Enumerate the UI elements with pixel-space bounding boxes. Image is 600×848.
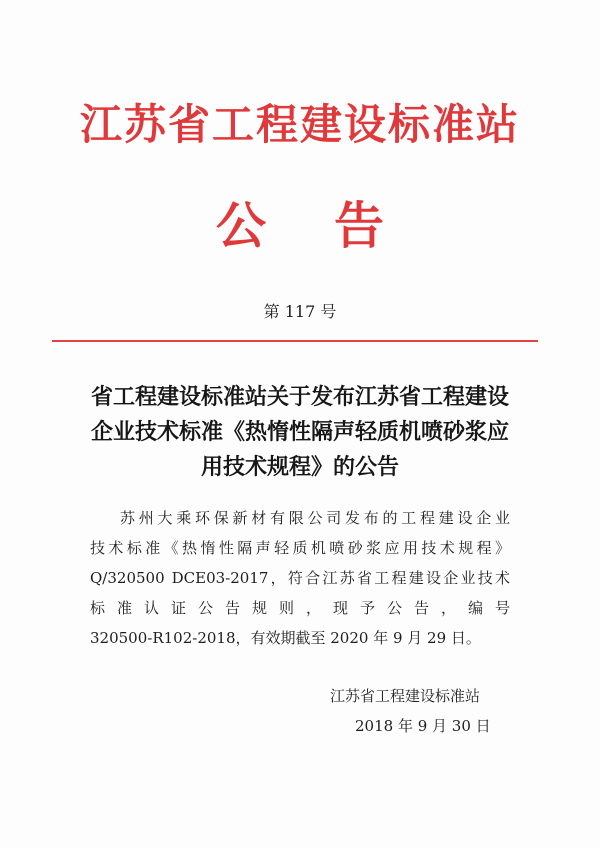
notice-title (80, 380, 520, 485)
body-line: Q/320500 DCE03-2017，符合江苏省工程建设企业技术 (90, 569, 510, 587)
document-type-char-2: 告 (334, 196, 384, 255)
body-line: 苏州大乘环保新材有限公司发布的工程建设企业 (120, 509, 510, 527)
notice-title-line: 企业技术标准《热惰性隔声轻质机喷砂浆应 (90, 419, 509, 445)
notice-title-line: 用技术规程》的公告 (200, 454, 399, 480)
document-type-heading (0, 196, 600, 256)
body-line: 标准认证公告规则，现予公告，编号 (90, 599, 510, 617)
red-divider-line (52, 340, 538, 342)
notice-body (90, 503, 510, 653)
body-line: 320500-R102-2018，有效期截至 2020 年 9 月 29 日。 (90, 629, 481, 647)
agency-header: 江苏省工程建设标准站 (79, 100, 520, 149)
document-number: 第 117 号 (263, 302, 337, 321)
notice-title-line: 省工程建设标准站关于发布江苏省工程建设 (90, 384, 509, 410)
issue-date: 2018 年 9 月 30 日 (355, 717, 491, 735)
document-type-char-1: 公 (216, 196, 266, 255)
issuer-signature: 江苏省工程建设标准站 (330, 687, 481, 705)
body-line: 技术标准《热惰性隔声轻质机喷砂浆应用技术规程》 (90, 539, 510, 557)
